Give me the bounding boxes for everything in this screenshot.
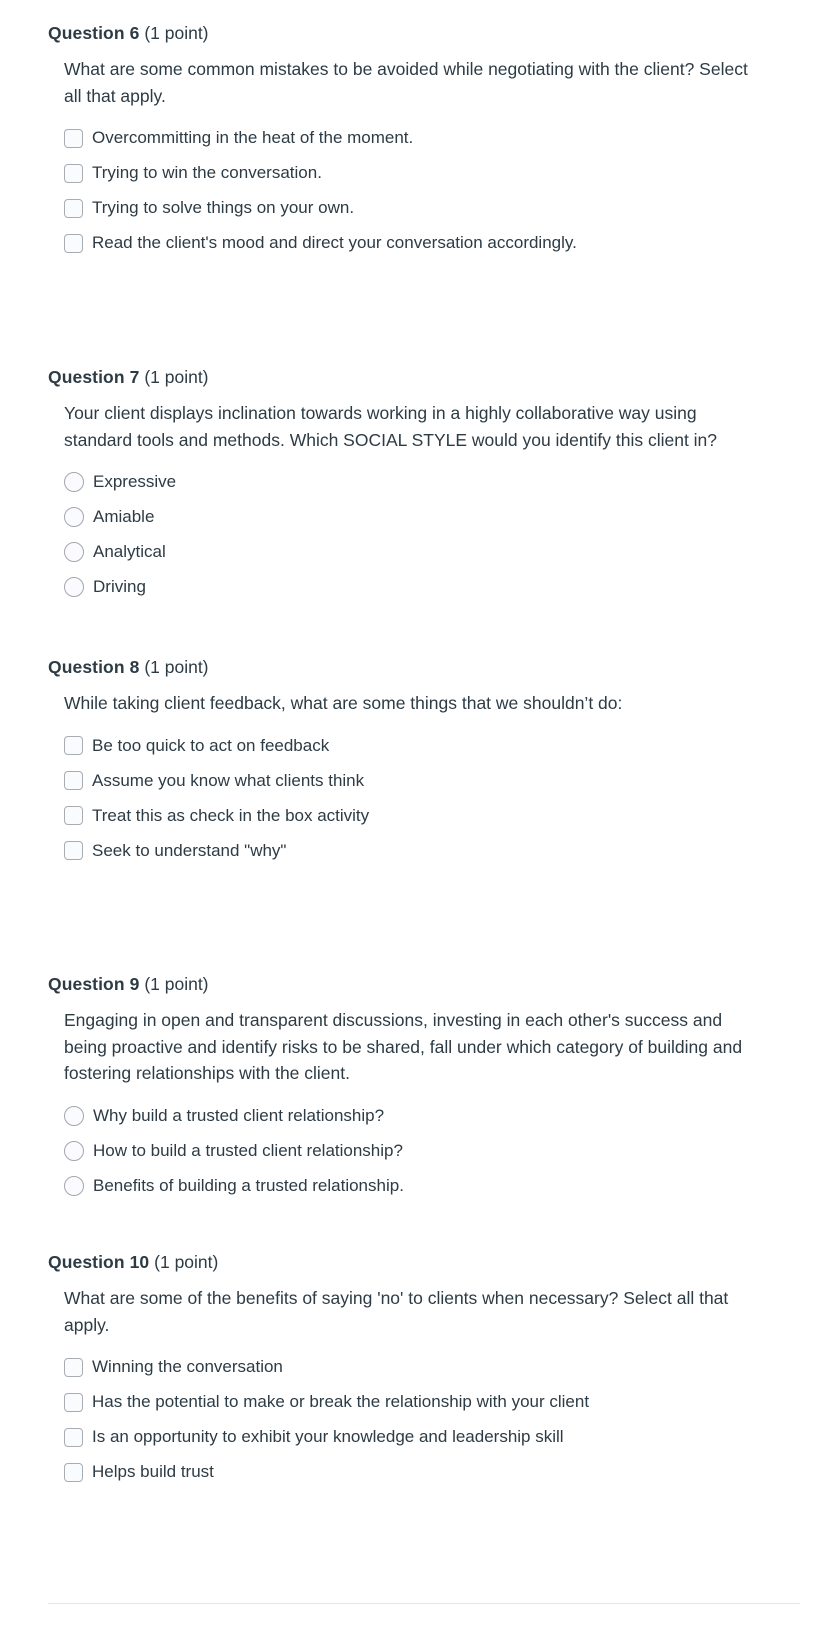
option-row[interactable] — [64, 1105, 800, 1127]
question-label-6: Question 6 — [48, 23, 140, 43]
radio-icon[interactable] — [64, 472, 84, 492]
option-row[interactable] — [64, 1356, 800, 1378]
options-list-6 — [64, 127, 800, 254]
option-row[interactable] — [64, 541, 800, 563]
checkbox-icon[interactable] — [64, 1463, 83, 1482]
option-row[interactable] — [64, 576, 800, 598]
option-label: Analytical — [93, 542, 166, 561]
question-points-6: (1 point) — [144, 23, 209, 43]
checkbox-icon[interactable] — [64, 234, 83, 253]
question-points-10: (1 point) — [154, 1252, 219, 1272]
checkbox-icon[interactable] — [64, 771, 83, 790]
radio-icon[interactable] — [64, 577, 84, 597]
options-list-10 — [64, 1356, 800, 1483]
question-text-8: While taking client feedback, what are some things that we shouldn’t do: — [64, 693, 623, 713]
question-text-10: What are some of the benefits of saying 'no' to clients when necessary? Select all that apply. — [64, 1288, 729, 1335]
option-label: Has the potential to make or break the relationship with your client — [92, 1392, 590, 1411]
checkbox-icon[interactable] — [64, 1428, 83, 1447]
option-row[interactable] — [64, 1461, 800, 1483]
checkbox-icon[interactable] — [64, 164, 83, 183]
question-header-10 — [48, 1251, 800, 1273]
option-row[interactable] — [64, 471, 800, 493]
option-row[interactable] — [64, 506, 800, 528]
question-block-7 — [0, 366, 838, 598]
question-points-7: (1 point) — [144, 367, 209, 387]
checkbox-icon[interactable] — [64, 1358, 83, 1377]
question-points-8: (1 point) — [144, 657, 209, 677]
option-label: Overcommitting in the heat of the moment. — [92, 128, 414, 147]
question-header-9 — [48, 973, 800, 995]
section-divider — [48, 1603, 800, 1604]
option-label: Read the client's mood and direct your conversation accordingly. — [92, 233, 577, 252]
option-label: Seek to understand "why" — [92, 840, 287, 860]
options-list-7 — [64, 471, 800, 598]
option-label: Be too quick to act on feedback — [92, 735, 330, 755]
option-label: Treat this as check in the box activity — [92, 805, 370, 825]
question-points-9: (1 point) — [144, 974, 209, 994]
question-header-7 — [48, 366, 800, 388]
option-label: Benefits of building a trusted relationship. — [93, 1175, 404, 1195]
question-text-7: Your client displays inclination towards working in a highly collaborative way using standard tools and methods. Which SOCIAL STYLE would you identify this client in? — [64, 403, 718, 450]
option-row[interactable] — [64, 735, 800, 757]
question-block-10 — [0, 1251, 838, 1483]
option-label: Assume you know what clients think — [92, 770, 365, 790]
option-row[interactable] — [64, 232, 800, 254]
radio-icon[interactable] — [64, 1176, 84, 1196]
radio-icon[interactable] — [64, 1106, 84, 1126]
option-label: Is an opportunity to exhibit your knowledge and leadership skill — [92, 1427, 564, 1446]
checkbox-icon[interactable] — [64, 841, 83, 860]
option-row[interactable] — [64, 840, 800, 862]
checkbox-icon[interactable] — [64, 736, 83, 755]
checkbox-icon[interactable] — [64, 129, 83, 148]
option-label: Trying to solve things on your own. — [92, 198, 355, 217]
option-row[interactable] — [64, 1391, 800, 1413]
question-label-10: Question 10 — [48, 1252, 150, 1272]
checkbox-icon[interactable] — [64, 1393, 83, 1412]
radio-icon[interactable] — [64, 507, 84, 527]
option-row[interactable] — [64, 770, 800, 792]
question-text-6: What are some common mistakes to be avoided while negotiating with the client? Select all that apply. — [64, 59, 748, 106]
radio-icon[interactable] — [64, 542, 84, 562]
question-label-8: Question 8 — [48, 657, 140, 677]
question-header-8 — [48, 656, 800, 678]
question-header-6 — [48, 22, 800, 44]
option-label: Winning the conversation — [92, 1357, 283, 1376]
option-label: Expressive — [93, 472, 177, 491]
question-label-9: Question 9 — [48, 974, 140, 994]
question-block-8 — [0, 656, 838, 862]
option-label: How to build a trusted client relationship? — [93, 1140, 403, 1160]
option-label: Amiable — [93, 507, 155, 526]
checkbox-icon[interactable] — [64, 806, 83, 825]
option-row[interactable] — [64, 1175, 800, 1197]
option-row[interactable] — [64, 805, 800, 827]
option-row[interactable] — [64, 1426, 800, 1448]
option-row[interactable] — [64, 1140, 800, 1162]
option-row[interactable] — [64, 162, 800, 184]
question-block-6 — [0, 22, 838, 254]
checkbox-icon[interactable] — [64, 199, 83, 218]
option-label: Why build a trusted client relationship? — [93, 1105, 385, 1125]
option-label: Helps build trust — [92, 1462, 214, 1481]
options-list-9 — [64, 1105, 800, 1197]
option-row[interactable] — [64, 197, 800, 219]
question-label-7: Question 7 — [48, 367, 140, 387]
option-label: Driving — [93, 577, 146, 596]
question-text-9: Engaging in open and transparent discussions, investing in each other's success and being proactive and identify risks to be shared, fall under which category of building and fostering relationships with the client. — [64, 1010, 743, 1083]
option-row[interactable] — [64, 127, 800, 149]
options-list-8 — [64, 735, 800, 862]
question-block-9 — [0, 973, 838, 1197]
radio-icon[interactable] — [64, 1141, 84, 1161]
option-label: Trying to win the conversation. — [92, 163, 322, 182]
